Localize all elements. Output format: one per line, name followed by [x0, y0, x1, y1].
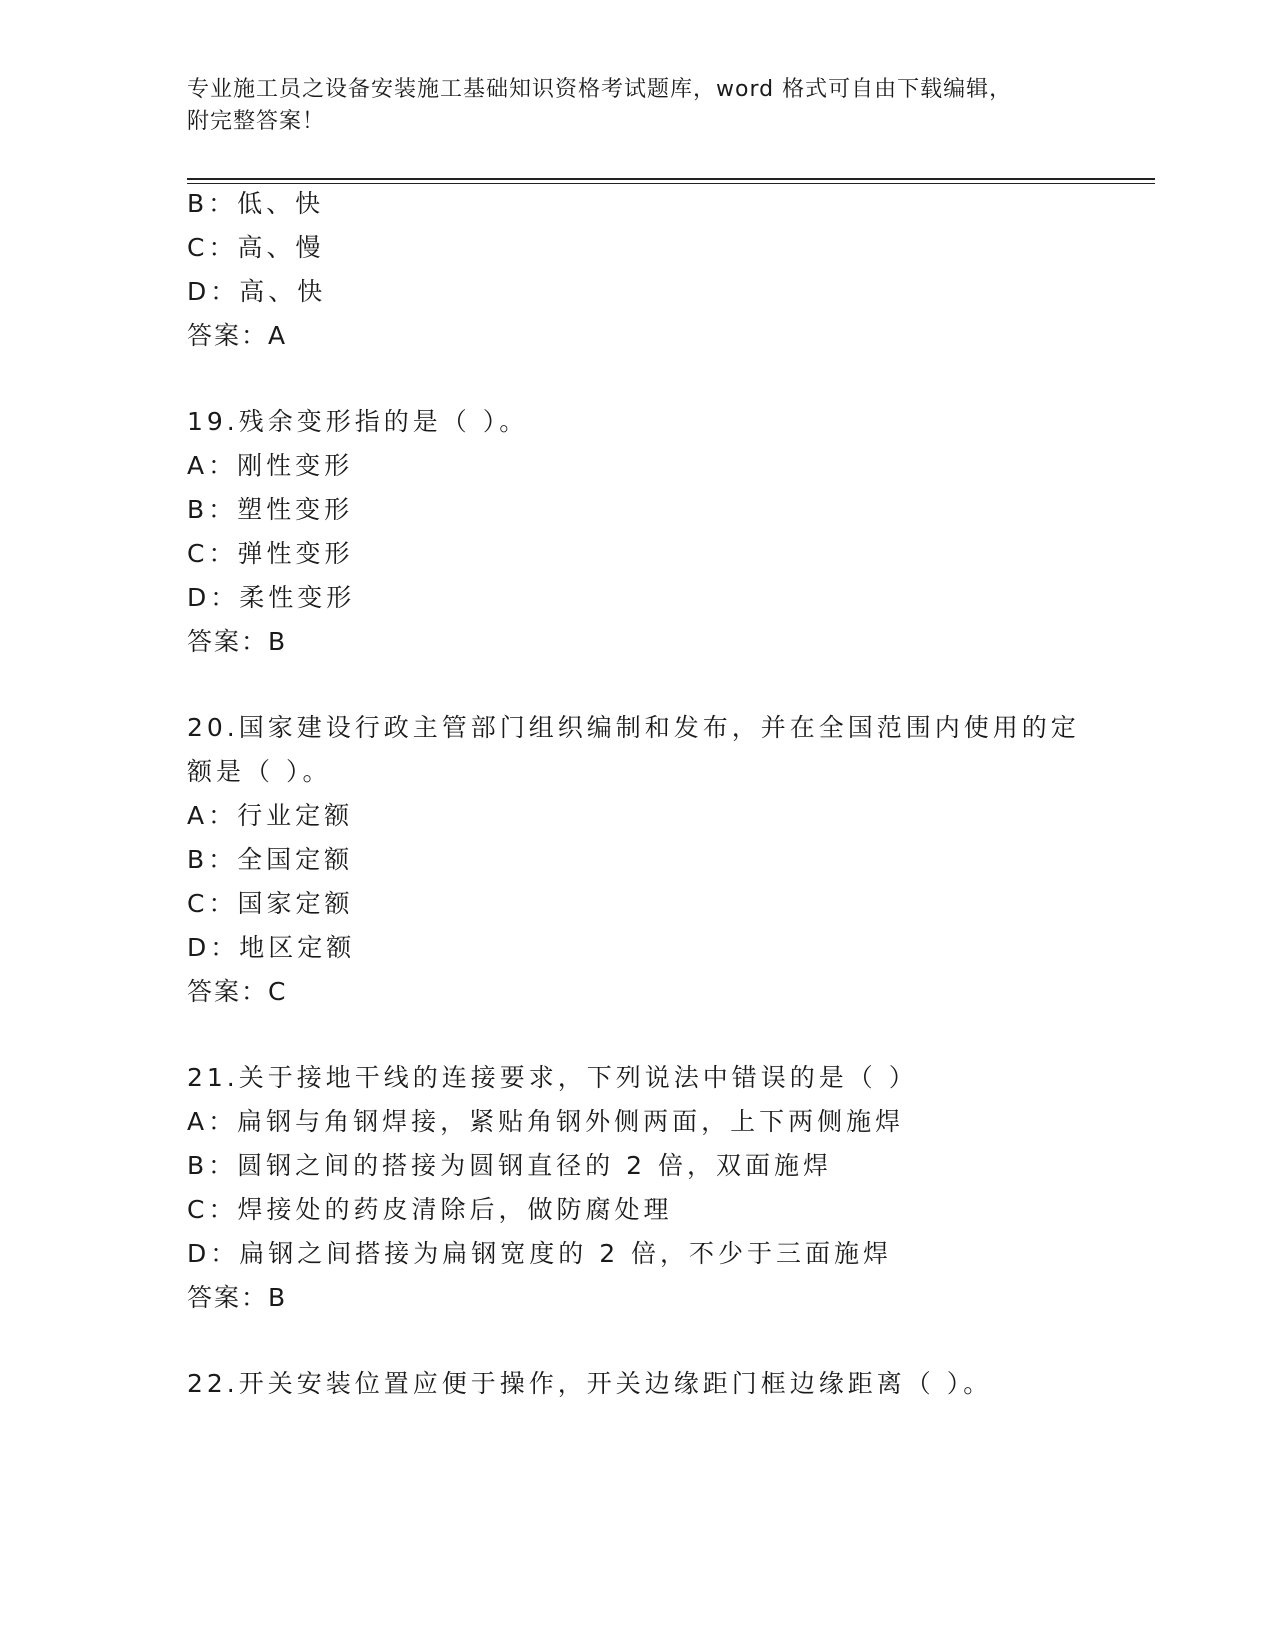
header-divider-thin [187, 183, 1155, 184]
q19-answer: 答案：B [187, 627, 288, 656]
q21-option-d: D：扁钢之间搭接为扁钢宽度的 2 倍，不少于三面施焊 [187, 1239, 893, 1268]
q18-option-d: D：高、快 [187, 277, 327, 306]
q20-option-c: C：国家定额 [187, 889, 354, 918]
q18-answer: 答案：A [187, 321, 288, 350]
q20-stem-line-2: 额是（ ）。 [187, 757, 332, 786]
q21-answer: 答案：B [187, 1283, 288, 1312]
q18-option-c: C：高、慢 [187, 233, 325, 262]
header-divider-thick [187, 178, 1155, 180]
q20-option-d: D：地区定额 [187, 933, 356, 962]
q22-stem: 22.开关安装位置应便于操作，开关边缘距门框边缘距离（ ）。 [187, 1369, 993, 1398]
q19-stem: 19.残余变形指的是（ ）。 [187, 407, 529, 436]
page-header [187, 74, 1067, 138]
q19-option-c: C：弹性变形 [187, 539, 354, 568]
q20-option-b: B：全国定额 [187, 845, 354, 874]
q19-option-d: D：柔性变形 [187, 583, 356, 612]
q18-option-b: B：低、快 [187, 189, 325, 218]
q20-stem-line-1: 20.国家建设行政主管部门组织编制和发布，并在全国范围内使用的定 [187, 713, 1080, 742]
q19-option-a: A：刚性变形 [187, 451, 354, 480]
q19-option-b: B：塑性变形 [187, 495, 354, 524]
q21-option-c: C：焊接处的药皮清除后，做防腐处理 [187, 1195, 673, 1224]
q21-stem: 21.关于接地干线的连接要求，下列说法中错误的是（ ） [187, 1063, 918, 1092]
q21-option-a: A：扁钢与角钢焊接，紧贴角钢外侧两面，上下两侧施焊 [187, 1107, 905, 1136]
q20-answer: 答案：C [187, 977, 288, 1006]
q20-option-a: A：行业定额 [187, 801, 354, 830]
q21-option-b: B：圆钢之间的搭接为圆钢直径的 2 倍，双面施焊 [187, 1151, 832, 1180]
header-title-line-1: 专业施工员之设备安装施工基础知识资格考试题库，word 格式可自由下载编辑， [187, 77, 1013, 102]
header-title-line-2: 附完整答案！ [187, 109, 326, 134]
